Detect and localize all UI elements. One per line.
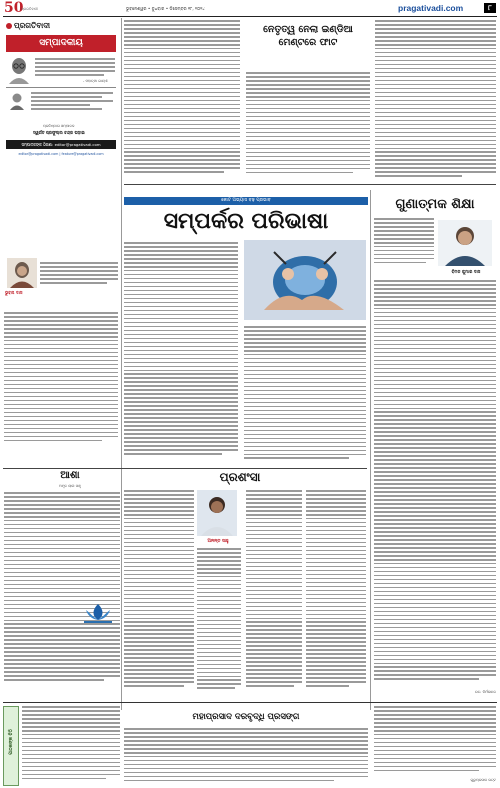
bottom-right-text [374, 706, 496, 776]
asha-lotus-icon [78, 600, 118, 624]
editorial-column [3, 18, 120, 258]
asha-author: ଅମୃତ ଲାଲ ସାହୁ [59, 484, 81, 488]
prashansa-author: ଅନନ୍ତ ସାହୁ [207, 539, 229, 544]
prashansa-column-2 [197, 548, 241, 696]
main-article-illustration [244, 240, 366, 320]
top-article-headline [246, 20, 370, 68]
founder-name: ସ୍ୱର୍ଗତ ପ୍ରଫୁଲ୍ଲ ଚନ୍ଦ୍ର ଘଡ଼ାଇ [33, 130, 85, 135]
anniversary-logo [4, 2, 44, 16]
logo-text: ପ୍ରଗତିବାଦୀ [14, 21, 51, 30]
anniversary-subtitle: ପ୍ରଗତିବାଦୀ [21, 7, 38, 11]
prashansa-headline: ପ୍ରଶଂସା [219, 470, 261, 484]
website-link[interactable]: pragativadi.com [398, 3, 464, 13]
top-headline-line1: ନେତୃତ୍ୱ ନେଲା ଇଣ୍ଡିଆ [263, 24, 353, 35]
main-article-author: ଭୁବନା ଦାସ [5, 290, 23, 295]
prashansa-column-1 [124, 490, 194, 696]
publisher-info [31, 92, 113, 120]
prashansa-column-4 [306, 490, 366, 696]
masthead-rule [3, 16, 497, 17]
quote-author: - ମହାତ୍ମା ଗାନ୍ଧୀ [83, 79, 108, 83]
gandhi-portrait [7, 56, 31, 84]
right-article-intro [374, 218, 434, 276]
right-article-footer: ରଚ. ନିର୍ମଳାନନ୍ଦ [475, 690, 496, 694]
founder-label: ପ୍ରତିଷ୍ଠାତା ସମ୍ପାଦକ [43, 124, 75, 128]
lower-band-rule [3, 468, 367, 469]
prashansa-column-3 [246, 490, 302, 696]
main-article-column-2 [124, 242, 238, 464]
dateline: ଭୁବନେଶ୍ୱର • ବୁଧବାର • ଡିସେମ୍ବର ୧୮, ୨୦୨୪ [126, 6, 205, 11]
contact-email[interactable]: editor@pragativadi.com | feature@pragativadi.com [18, 152, 104, 156]
editorial-section-title: ସମ୍ପାଦକୀୟ [6, 35, 116, 52]
right-author-photo [438, 220, 492, 266]
contact-bar: ସମ୍ପାଦକଙ୍କ ଠିକଣା: editor@pragativadi.com [6, 140, 116, 149]
bottom-right-author: ଗୁରୁପ୍ରସାଦ ଭଟ୍ଟ [470, 778, 496, 782]
top-article-column-2 [246, 72, 370, 180]
top-headline-line2: ମେଣ୍ଟରେ ଫାଟ [278, 37, 338, 48]
right-article-body [374, 280, 496, 688]
letters-sidebar-label [3, 706, 19, 786]
main-article-banner: କୋଟ ଅଭ୍ୟାସ ବଢ଼ ପ୍ରଭାବ [124, 197, 368, 205]
bottom-strip-rule [3, 702, 497, 703]
logo-mark-icon [6, 23, 12, 29]
main-article-column-1 [4, 312, 118, 452]
top-article-column-1 [124, 20, 240, 178]
top-section-rule [124, 184, 496, 185]
paper-logo [6, 21, 66, 33]
letters-sidebar-text: ପାଠକଙ୍କ ଚିଠି [9, 729, 14, 755]
bottom-headline: ମହାପ୍ରସାଦ ଦରବୃଦ୍ଧି ପ୍ରସଙ୍ଗ [192, 712, 300, 722]
prashansa-author-photo [197, 490, 237, 536]
main-article-headline: ସମ୍ପର୍କର ପରିଭାଷା [163, 209, 329, 234]
left-divider-1 [6, 87, 116, 88]
main-article-column-3 [244, 326, 366, 464]
anniversary-number: 50 [4, 0, 24, 16]
column-divider-right [370, 190, 371, 710]
asha-body [4, 492, 120, 690]
bottom-left-text [22, 706, 120, 784]
bottom-center-text [124, 728, 368, 784]
main-author-photo [7, 258, 37, 288]
author-bio [40, 262, 118, 310]
founder-photo [9, 92, 25, 110]
column-divider-left [121, 18, 122, 710]
page-number: ୮ [484, 3, 496, 13]
gandhi-quote-text [35, 58, 115, 80]
top-article-column-3 [375, 20, 496, 182]
right-article-author: ବିମଳ କୁମାର ଦାସ [451, 269, 481, 274]
asha-headline: ଆଶା [60, 470, 80, 481]
right-article-headline: ଗୁଣାତ୍ମକ ଶିକ୍ଷା [395, 197, 475, 212]
